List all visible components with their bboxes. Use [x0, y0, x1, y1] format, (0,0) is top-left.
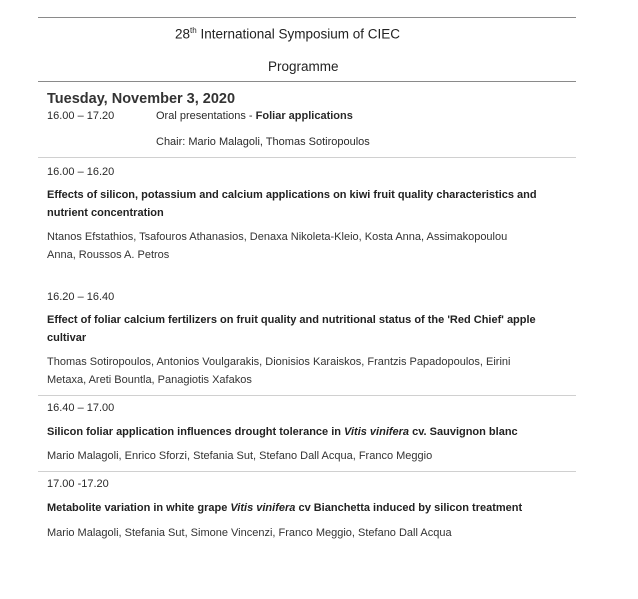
talk-3-time: 16.40 – 17.00 [47, 402, 115, 414]
talk-1-authors-line-2: Anna, Roussos A. Petros [47, 249, 170, 261]
talk-2-rule [38, 395, 576, 396]
session-title [156, 110, 353, 122]
talk-4-title [47, 502, 522, 514]
symposium-title [175, 26, 400, 42]
talk-3-title-post: cv. Sauvignon blanc [409, 426, 518, 438]
talk-3-rule [38, 471, 576, 472]
talk-1-title-line-2: nutrient concentration [47, 207, 164, 219]
talk-1-time: 16.00 – 16.20 [47, 166, 115, 178]
top-rule [38, 17, 576, 18]
session-name: Foliar applications [255, 110, 353, 122]
talk-4-title-post: cv Bianchetta induced by silicon treatment [295, 502, 523, 514]
symposium-name: International Symposium of CIEC [196, 26, 401, 42]
talk-3-title-italic: Vitis vinifera [344, 426, 410, 438]
talk-4-authors: Mario Malagoli, Stefania Sut, Simone Vincenzi, Franco Meggio, Stefano Dall Acqua [47, 527, 452, 539]
ordinal-number: 28 [175, 26, 191, 42]
talk-1-title-line-1: Effects of silicon, potassium and calcium applications on kiwi fruit quality characteristics and [47, 189, 537, 201]
talk-2-authors-line-2: Metaxa, Areti Bountla, Panagiotis Xafakos [47, 374, 252, 386]
session-prefix: Oral presentations - [156, 110, 256, 122]
programme-heading: Programme [268, 59, 339, 74]
talk-1-authors-line-1: Ntanos Efstathios, Tsafouros Athanasios, Denaxa Nikoleta-Kleio, Kosta Anna, Assimakopoulou [47, 231, 508, 243]
session-chair: Chair: Mario Malagoli, Thomas Sotiropoulos [156, 136, 370, 148]
day-heading: Tuesday, November 3, 2020 [47, 91, 236, 107]
talk-3-authors: Mario Malagoli, Enrico Sforzi, Stefania Sut, Stefano Dall Acqua, Franco Meggio [47, 450, 433, 462]
talk-2-authors-line-1: Thomas Sotiropoulos, Antonios Voulgarakis, Dionisios Karaiskos, Frantzis Papadopoulos, Eirini [47, 356, 511, 368]
talk-3-title [47, 426, 518, 438]
talk-2-title-line-2: cultivar [47, 332, 87, 344]
ordinal-suffix: th [190, 26, 197, 35]
header-rule [38, 81, 576, 82]
session-rule [38, 157, 576, 158]
session-time: 16.00 – 17.20 [47, 110, 115, 122]
talk-3-title-pre: Silicon foliar application influences drought tolerance in [47, 426, 345, 438]
talk-2-title-line-1: Effect of foliar calcium fertilizers on fruit quality and nutritional status of the 'Red Chief' apple [47, 314, 536, 326]
talk-4-time: 17.00 -17.20 [47, 478, 109, 490]
talk-4-title-italic: Vitis vinifera [230, 502, 296, 514]
talk-2-time: 16.20 – 16.40 [47, 291, 115, 303]
talk-4-title-pre: Metabolite variation in white grape [47, 502, 231, 514]
